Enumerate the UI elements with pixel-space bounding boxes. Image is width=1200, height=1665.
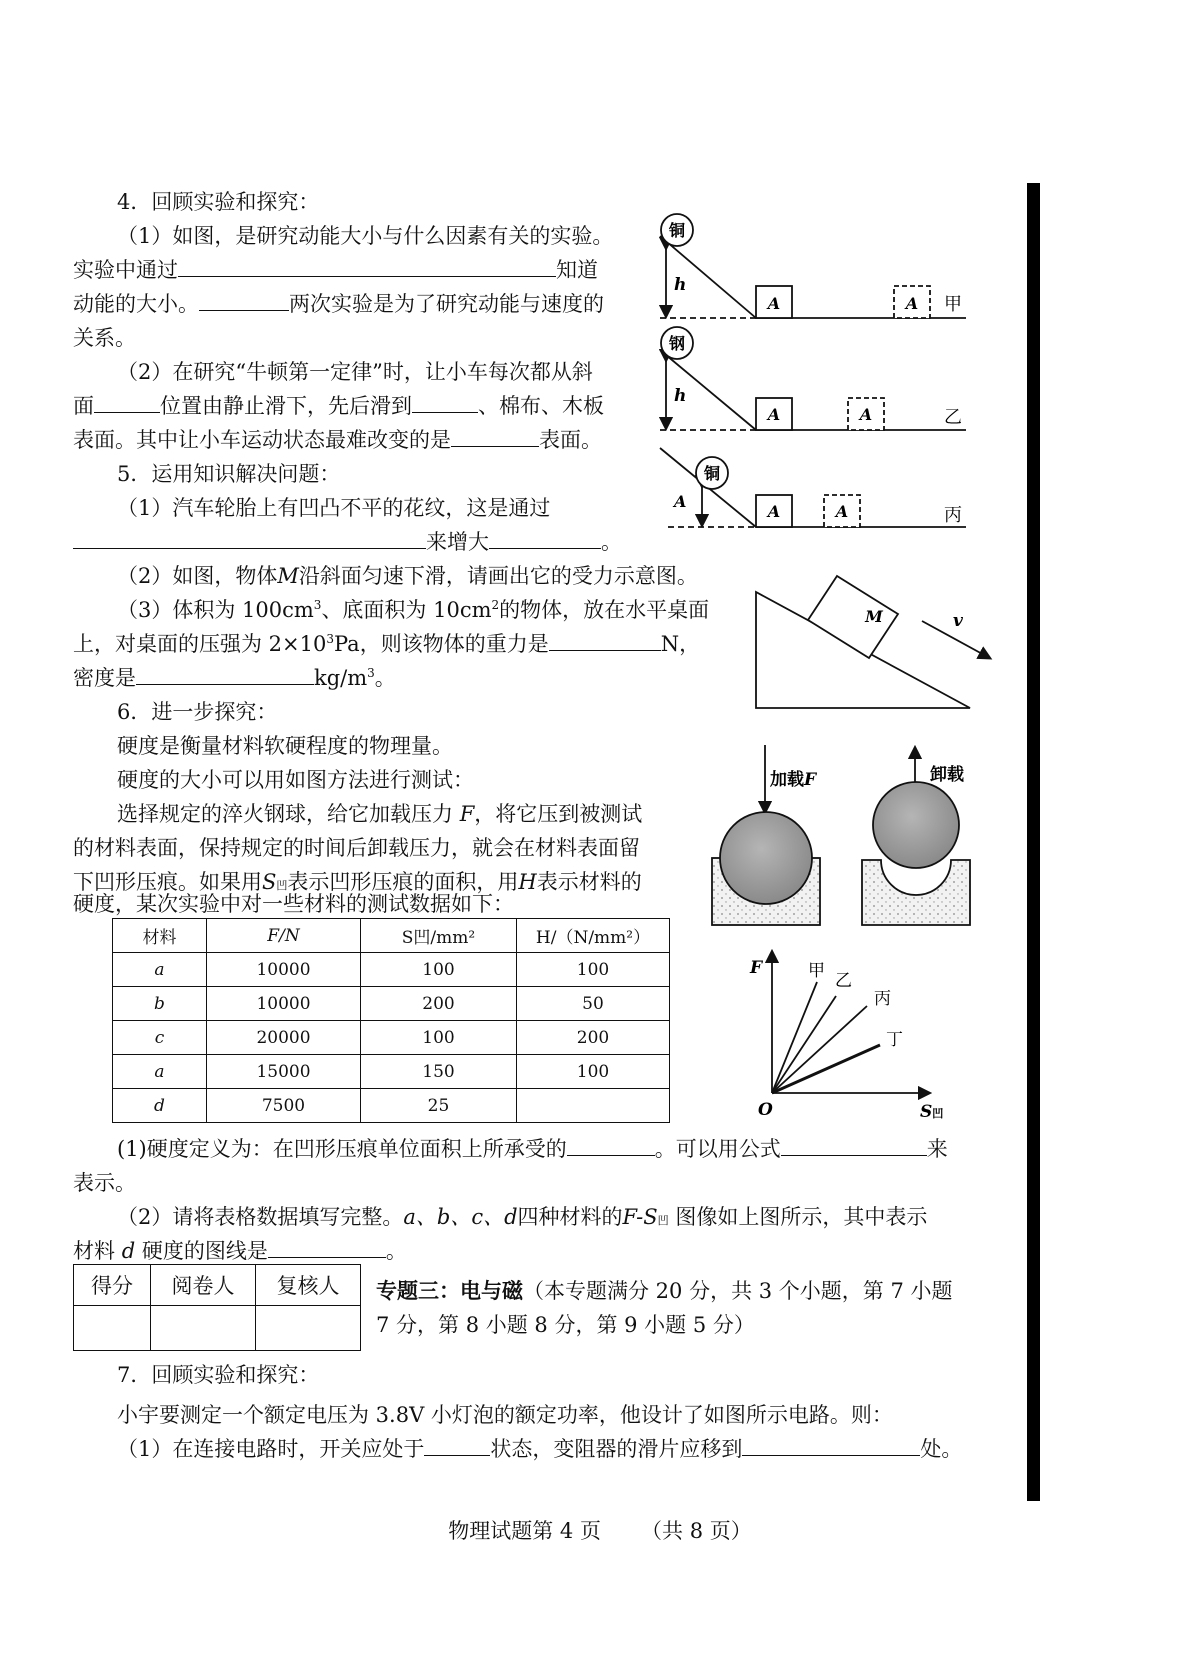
table-cell: 200 xyxy=(517,1021,670,1055)
q7-line1: 小宇要测定一个额定电压为 3.8V 小灯泡的额定功率，他设计了如图所示电路。则： xyxy=(117,1403,893,1427)
q4-p2-line2: 面 位置由静止滑下，先后滑到 、棉布、木板 xyxy=(73,394,604,418)
q5-p3-line3: 密度是 $kg/m^3$。 xyxy=(73,666,396,690)
unload-label: 卸载 xyxy=(930,765,964,785)
steel-ball xyxy=(873,782,959,868)
graph-f-label: F xyxy=(750,958,763,978)
table-cell: 20000 xyxy=(207,1021,361,1055)
table-cell: 7500 xyxy=(207,1089,361,1123)
row-label-bing: 丙 xyxy=(944,505,962,526)
q4-title: 4．回顾实验和探究： xyxy=(117,190,320,214)
q4-p1-line1: （1）如图，是研究动能大小与什么因素有关的实验。 xyxy=(117,224,614,248)
table-cell: c xyxy=(113,1021,207,1055)
q6-q1-line1: (1)硬度定义为：在凹形压痕单位面积上所承受的 。可以用公式 来 xyxy=(117,1137,948,1161)
q7-line2: （1）在连接电路时，开关应处于 状态，变阻器的滑片应移到 处。 xyxy=(117,1437,963,1461)
q6-line2: 硬度的大小可以用如图方法进行测试： xyxy=(117,768,474,792)
table-header: H/（N/mm²） xyxy=(517,919,670,953)
block-label: A xyxy=(767,405,781,424)
incline-figure xyxy=(756,576,986,708)
q6-line1: 硬度是衡量材料软硬程度的物理量。 xyxy=(117,734,453,758)
steel-ball xyxy=(720,812,812,904)
table-header: F/N xyxy=(207,919,361,953)
h-label: h xyxy=(674,386,687,406)
grader-header: 阅卷人 xyxy=(151,1265,256,1306)
q7-title: 7．回顾实验和探究： xyxy=(117,1363,320,1387)
q4-p1-line4: 关系。 xyxy=(73,326,136,350)
line-yi-label: 乙 xyxy=(835,971,852,991)
block-label: A xyxy=(859,405,873,424)
line-ding-label: 丁 xyxy=(886,1030,903,1050)
ball-label: 铜 xyxy=(703,464,721,483)
q5-p1-line2: 来增大 。 xyxy=(73,528,622,556)
experiment-yi-figure xyxy=(660,327,966,430)
q4-p1-line2: 实验中通过 知道 xyxy=(73,258,598,282)
q4-p2-line3: 表面。其中让小车运动状态最难改变的是 表面。 xyxy=(73,428,602,452)
q6-line5: 下凹形压痕。如果用S凹表示凹形压痕的面积，用H表示材料的 xyxy=(73,870,642,894)
q5-title: 5．运用知识解决问题： xyxy=(117,462,341,486)
q6-q1-line2: 表示。 xyxy=(73,1171,136,1195)
q6-q2-line2: 材料 d 硬度的图线是 。 xyxy=(73,1239,407,1263)
block-label: A xyxy=(905,294,919,313)
row-label-yi: 乙 xyxy=(944,407,962,428)
table-cell: 100 xyxy=(361,1021,517,1055)
ball-label: 铜 xyxy=(668,221,686,240)
q6-title: 6．进一步探究： xyxy=(117,700,278,724)
block-label: A xyxy=(835,502,849,521)
table-cell: d xyxy=(113,1089,207,1123)
experiment-bing-figure xyxy=(660,448,966,527)
q5-p3-line2: 上，对桌面的压强为 $2\times 10^3Pa$，则该物体的重力是 N， xyxy=(73,632,701,656)
q6-line3: 选择规定的淬火钢球，给它加载压力 F，将它压到被测试 xyxy=(117,802,643,826)
table-cell: 10000 xyxy=(207,987,361,1021)
ball-label: 钢 xyxy=(668,334,686,353)
q5-p1-line1: （1）汽车轮胎上有凹凸不平的花纹，这是通过 xyxy=(117,496,551,520)
dented-material xyxy=(862,860,970,925)
topic3-line1: 专题三：电与磁（本专题满分 20 分，共 3 个小题，第 7 小题 xyxy=(376,1278,953,1303)
line-jia-label: 甲 xyxy=(808,961,825,981)
table-cell: a xyxy=(113,953,207,987)
block-label: A xyxy=(767,502,781,521)
table-cell: 100 xyxy=(517,953,670,987)
block-label: A xyxy=(767,294,781,313)
q5-p2: （2）如图，物体M沿斜面匀速下滑，请画出它的受力示意图。 xyxy=(117,564,698,588)
table-cell: 25 xyxy=(361,1089,517,1123)
velocity-label: v xyxy=(953,611,963,631)
table-cell: 150 xyxy=(361,1055,517,1089)
table-cell: 100 xyxy=(361,953,517,987)
experiment-jia-figure xyxy=(660,214,966,318)
row-label-jia: 甲 xyxy=(944,294,962,315)
q4-p2-line1: （2）在研究“牛顿第一定律”时，让小车每次都从斜 xyxy=(117,360,593,384)
table-cell: 50 xyxy=(517,987,670,1021)
graph-o-label: O xyxy=(758,1100,773,1120)
line-bing-label: 丙 xyxy=(874,989,891,1009)
table-cell: 100 xyxy=(517,1055,670,1089)
block-m-label: M xyxy=(865,607,883,626)
table-cell: 10000 xyxy=(207,953,361,987)
footer-total: （共 8 页） xyxy=(641,1519,752,1543)
q6-line6: 硬度，某次实验中对一些材料的测试数据如下： xyxy=(73,892,514,916)
q6-q2-line1: （2）请将表格数据填写完整。a、b、c、d四种材料的F-S凹 图像如上图所示，其中表示 xyxy=(117,1205,928,1229)
load-label: 加载F xyxy=(770,770,817,790)
q6-line4: 的材料表面，保持规定的时间后卸载压力，就会在材料表面留 xyxy=(73,836,640,860)
table-header: S凹/mm² xyxy=(361,919,517,953)
table-cell: 15000 xyxy=(207,1055,361,1089)
table-cell: a xyxy=(113,1055,207,1089)
footer-page: 物理试题第 4 页 xyxy=(448,1519,601,1543)
q5-p3-line1: （3）体积为 $100cm^3$、底面积为 $10cm^2$的物体，放在水平桌面 xyxy=(117,598,710,622)
graph-s-label: S凹 xyxy=(920,1102,944,1122)
reviewer-header: 复核人 xyxy=(256,1265,361,1306)
q4-p1-line3: 动能的大小。 两次实验是为了研究动能与速度的 xyxy=(73,292,604,316)
score-header: 得分 xyxy=(74,1265,151,1306)
table-cell: 200 xyxy=(361,987,517,1021)
table-cell: b xyxy=(113,987,207,1021)
table-header: 材料 xyxy=(113,919,207,953)
h-label: h xyxy=(674,275,687,295)
topic3-title: 专题三：电与磁 xyxy=(376,1278,523,1303)
a-height-label: A xyxy=(674,492,687,511)
topic3-line2: 7 分，第 8 小题 8 分，第 9 小题 5 分） xyxy=(376,1313,755,1337)
line-bing xyxy=(772,1006,867,1093)
